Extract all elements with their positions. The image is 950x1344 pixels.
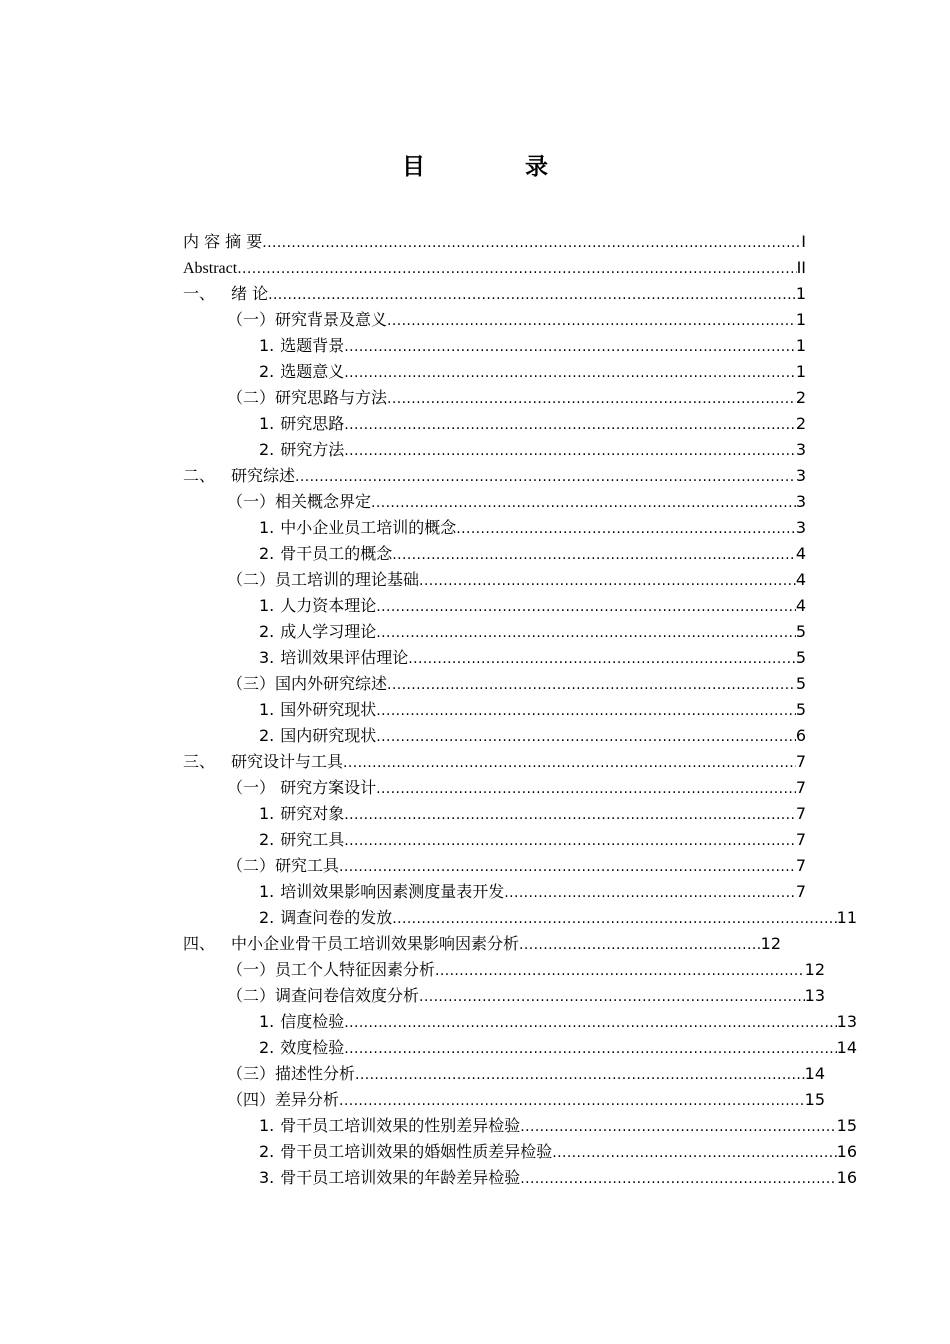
- toc-entry[interactable]: [183, 879, 806, 905]
- toc-entry[interactable]: [183, 1061, 825, 1087]
- toc-entry-page-number: 5: [795, 622, 806, 641]
- dot-leader: [344, 1035, 836, 1062]
- dot-leader: [344, 333, 796, 360]
- toc-entry-page-number: 1: [795, 362, 806, 381]
- dot-leader: [344, 437, 796, 464]
- toc-entry[interactable]: [183, 697, 806, 723]
- toc-entry[interactable]: [183, 853, 806, 879]
- toc-entry-number: 1.: [259, 336, 275, 355]
- toc-entry-title: （二）研究工具: [227, 856, 340, 875]
- toc-entry-title: 研究工具: [280, 830, 345, 849]
- toc-entry[interactable]: [183, 281, 806, 307]
- toc-entry-title: （一）员工个人特征因素分析: [227, 960, 436, 979]
- toc-entry-page-number: 1: [795, 284, 806, 303]
- toc-list: [183, 229, 857, 1191]
- dot-leader: [339, 853, 796, 880]
- dot-leader: [376, 593, 796, 620]
- toc-entry[interactable]: [183, 489, 806, 515]
- dot-leader: [408, 645, 796, 672]
- dot-leader: [387, 307, 796, 334]
- toc-entry-page-number: 7: [795, 830, 806, 849]
- toc-entry-number: 一、: [183, 284, 216, 303]
- toc-entry[interactable]: [183, 827, 806, 853]
- toc-entry-page-number: II: [796, 258, 806, 277]
- toc-entry[interactable]: [183, 593, 806, 619]
- toc-entry-title: 中小企业员工培训的概念: [280, 518, 457, 537]
- toc-entry[interactable]: [183, 957, 825, 983]
- toc-entry-title: （二）研究思路与方法: [227, 388, 388, 407]
- toc-entry-title: 研究设计与工具: [231, 752, 344, 771]
- dot-leader: [376, 775, 796, 802]
- toc-entry-title: 骨干员工的概念: [280, 544, 393, 563]
- toc-entry-number: 2.: [259, 830, 275, 849]
- toc-entry-page-number: 7: [795, 856, 806, 875]
- toc-entry-number: 1.: [259, 700, 275, 719]
- toc-entry-number: 1.: [259, 804, 275, 823]
- dot-leader: [419, 983, 805, 1010]
- toc-entry-page-number: 15: [804, 1090, 825, 1109]
- dot-leader: [268, 281, 796, 308]
- toc-entry-page-number: 5: [795, 674, 806, 693]
- toc-entry-title: 绪 论: [231, 284, 269, 303]
- toc-entry[interactable]: [183, 931, 781, 957]
- toc-entry-number: 1.: [259, 414, 275, 433]
- toc-entry-title: 培训效果影响因素测度量表开发: [280, 882, 505, 901]
- toc-entry[interactable]: [183, 775, 806, 801]
- dot-leader: [344, 827, 796, 854]
- toc-entry-number: 3.: [259, 648, 275, 667]
- dot-leader: [355, 1061, 805, 1088]
- toc-entry-title: 骨干员工培训效果的性别差异检验: [280, 1116, 521, 1135]
- toc-entry-number: 1.: [259, 518, 275, 537]
- toc-entry[interactable]: [183, 671, 806, 697]
- dot-leader: [344, 1009, 836, 1036]
- toc-entry-number: 1.: [259, 1116, 275, 1135]
- toc-entry-page-number: 1: [795, 336, 806, 355]
- toc-entry-page-number: 3: [795, 492, 806, 511]
- toc-entry[interactable]: [183, 463, 806, 489]
- toc-entry[interactable]: [183, 1035, 857, 1061]
- toc-entry-number: 2.: [259, 440, 275, 459]
- toc-entry-title: 骨干员工培训效果的年龄差异检验: [280, 1168, 521, 1187]
- toc-entry-title: 选题背景: [280, 336, 345, 355]
- page-title: 目 录: [401, 154, 594, 180]
- toc-entry[interactable]: [183, 229, 806, 255]
- toc-entry-number: 1.: [259, 882, 275, 901]
- toc-entry-title: 选题意义: [280, 362, 345, 381]
- toc-entry[interactable]: [183, 1087, 825, 1113]
- toc-entry-title: 人力资本理论: [280, 596, 377, 615]
- toc-entry-page-number: 5: [795, 648, 806, 667]
- dot-leader: [456, 515, 796, 542]
- dot-leader: [552, 1139, 836, 1166]
- toc-entry-page-number: 12: [760, 934, 781, 953]
- toc-entry-title: （一）相关概念界定: [227, 492, 372, 511]
- toc-entry-page-number: 1: [795, 310, 806, 329]
- toc-entry-number: 2.: [259, 908, 275, 927]
- toc-entry-number: 四、: [183, 934, 216, 953]
- toc-entry[interactable]: [183, 723, 806, 749]
- toc-entry-title: （三）描述性分析: [227, 1064, 356, 1083]
- toc-entry-title: Abstract: [183, 260, 238, 277]
- toc-entry-title: 调查问卷的发放: [280, 908, 393, 927]
- dot-leader: [392, 905, 836, 932]
- toc-entry-title: 培训效果评估理论: [280, 648, 409, 667]
- dot-leader: [376, 697, 796, 724]
- toc-entry-page-number: 12: [804, 960, 825, 979]
- toc-entry-title: 国外研究现状: [280, 700, 377, 719]
- toc-entry[interactable]: [183, 541, 806, 567]
- dot-leader: [519, 931, 761, 958]
- toc-entry[interactable]: [183, 645, 806, 671]
- toc-entry-page-number: 4: [795, 596, 806, 615]
- dot-leader: [339, 1087, 805, 1114]
- toc-entry-page-number: I: [801, 232, 806, 251]
- toc-entry[interactable]: [183, 749, 806, 775]
- toc-entry[interactable]: [183, 1113, 857, 1139]
- toc-entry-number: 2.: [259, 544, 275, 563]
- toc-entry[interactable]: [183, 1009, 857, 1035]
- toc-entry[interactable]: [183, 515, 806, 541]
- toc-entry-page-number: 3: [795, 440, 806, 459]
- toc-entry-title: 研究思路: [280, 414, 345, 433]
- toc-entry[interactable]: [183, 307, 806, 333]
- toc-entry-title: 国内研究现状: [280, 726, 377, 745]
- dot-leader: [344, 359, 796, 386]
- toc-entry-page-number: 3: [795, 518, 806, 537]
- dot-leader: [262, 229, 801, 256]
- toc-entry-title: 效度检验: [280, 1038, 345, 1057]
- dot-leader: [387, 671, 796, 698]
- toc-entry[interactable]: [183, 905, 857, 931]
- toc-entry-page-number: 7: [795, 752, 806, 771]
- toc-entry-number: 1.: [259, 596, 275, 615]
- toc-entry-page-number: 7: [795, 804, 806, 823]
- toc-entry-page-number: 2: [795, 388, 806, 407]
- dot-leader: [520, 1165, 836, 1192]
- toc-entry-number: 2.: [259, 1038, 275, 1057]
- toc-entry-title: （一）研究背景及意义: [227, 310, 388, 329]
- toc-entry-page-number: 7: [795, 882, 806, 901]
- toc-entry-number: 2.: [259, 622, 275, 641]
- toc-entry-page-number: 3: [795, 466, 806, 485]
- toc-entry-number: 2.: [259, 1142, 275, 1161]
- dot-leader: [344, 411, 796, 438]
- toc-entry-number: 二、: [183, 466, 216, 485]
- toc-entry[interactable]: [183, 1139, 857, 1165]
- toc-entry-number: 2.: [259, 726, 275, 745]
- dot-leader: [376, 723, 796, 750]
- toc-entry-page-number: 6: [795, 726, 806, 745]
- dot-leader: [237, 255, 796, 282]
- toc-entry[interactable]: [183, 567, 806, 593]
- dot-leader: [392, 541, 796, 568]
- toc-entry-title: （一） 研究方案设计: [227, 778, 377, 797]
- toc-entry-number: 3.: [259, 1168, 275, 1187]
- toc-entry-page-number: 13: [804, 986, 825, 1005]
- toc-entry[interactable]: [183, 359, 806, 385]
- toc-entry-title: 信度检验: [280, 1012, 345, 1031]
- dot-leader: [376, 619, 796, 646]
- toc-entry-page-number: 4: [795, 544, 806, 563]
- toc-entry-page-number: 11: [836, 908, 857, 927]
- toc-entry-title: 内 容 摘 要: [183, 232, 263, 251]
- toc-entry-title: （二）员工培训的理论基础: [227, 570, 420, 589]
- dot-leader: [295, 463, 796, 490]
- toc-entry-title: 研究方法: [280, 440, 345, 459]
- toc-entry-page-number: 2: [795, 414, 806, 433]
- toc-entry-page-number: 4: [795, 570, 806, 589]
- toc-entry-title: 研究对象: [280, 804, 345, 823]
- toc-entry[interactable]: [183, 333, 806, 359]
- toc-entry-title: 中小企业骨干员工培训效果影响因素分析: [231, 934, 520, 953]
- toc-entry-title: （三）国内外研究综述: [227, 674, 388, 693]
- toc-entry-page-number: 7: [795, 778, 806, 797]
- toc-entry-number: 1.: [259, 1012, 275, 1031]
- dot-leader: [504, 879, 796, 906]
- toc-entry-page-number: 14: [804, 1064, 825, 1083]
- toc-entry-title: 研究综述: [231, 466, 296, 485]
- toc-entry-page-number: 16: [836, 1168, 857, 1187]
- toc-entry[interactable]: [183, 983, 825, 1009]
- toc-entry-page-number: 16: [836, 1142, 857, 1161]
- toc-entry[interactable]: [183, 255, 806, 281]
- toc-entry-title: 骨干员工培训效果的婚姻性质差异检验: [280, 1142, 553, 1161]
- toc-entry-number: 三、: [183, 752, 216, 771]
- toc-entry-page-number: 15: [836, 1116, 857, 1135]
- toc-entry-title: （二）调查问卷信效度分析: [227, 986, 420, 1005]
- toc-entry-page-number: 14: [836, 1038, 857, 1057]
- toc-entry-page-number: 13: [836, 1012, 857, 1031]
- toc-entry[interactable]: [183, 385, 806, 411]
- dot-leader: [343, 749, 796, 776]
- toc-entry-title: （四）差异分析: [227, 1090, 340, 1109]
- dot-leader: [344, 801, 796, 828]
- toc-entry-page-number: 5: [795, 700, 806, 719]
- toc-entry[interactable]: [183, 619, 806, 645]
- toc-entry-title: 成人学习理论: [280, 622, 377, 641]
- toc-entry-number: 2.: [259, 362, 275, 381]
- toc-entry[interactable]: [183, 411, 806, 437]
- dot-leader: [371, 489, 796, 516]
- toc-entry[interactable]: [183, 801, 806, 827]
- dot-leader: [387, 385, 796, 412]
- dot-leader: [520, 1113, 836, 1140]
- dot-leader: [435, 957, 805, 984]
- dot-leader: [419, 567, 796, 594]
- toc-entry[interactable]: [183, 1165, 857, 1191]
- toc-entry[interactable]: [183, 437, 806, 463]
